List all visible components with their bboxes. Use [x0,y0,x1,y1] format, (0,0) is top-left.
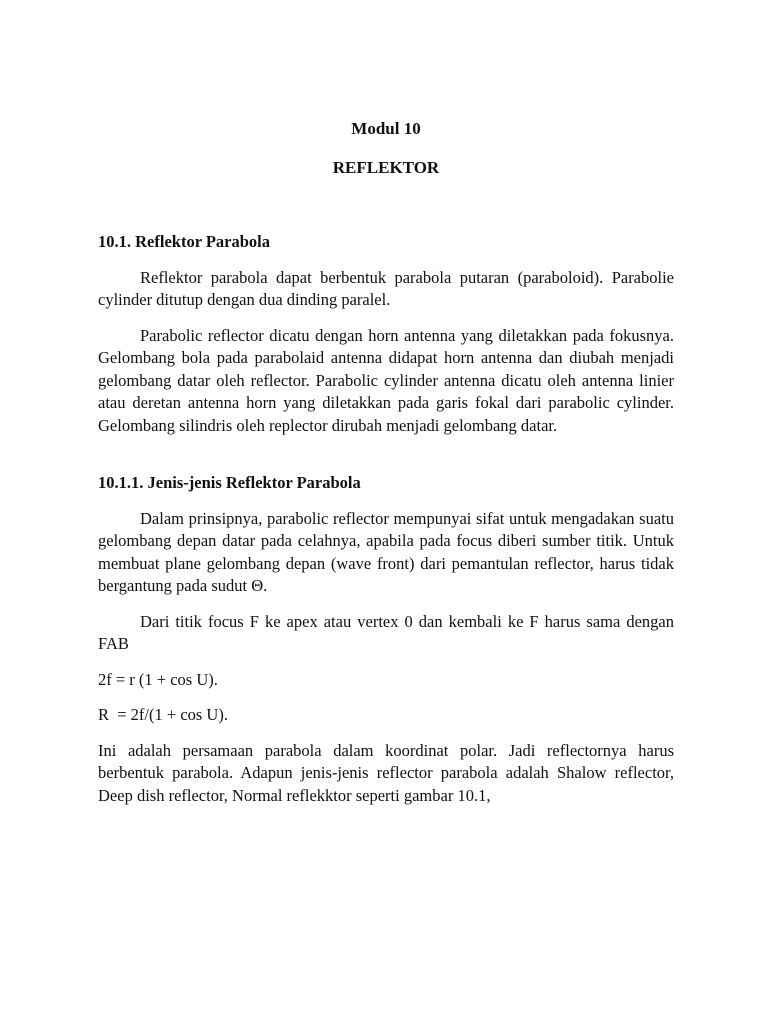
chapter-title: REFLEKTOR [332,157,440,177]
paragraph: Dalam prinsipnya, parabolic reflector mempunyai sifat untuk mengadakan suatu gelombang depan datar pada celahnya, apabila pada focus diberi sumber titik. Untuk membuat plane gelombang depan (wave front) dari pemantulan reflector, harus tidak bergantung pada sudut Θ. [98,508,674,595]
module-title: Modul 10 [351,119,421,138]
paragraph: Dari titik focus F ke apex atau vertex 0 dan kembali ke F harus sama dengan FAB [98,611,674,653]
section-heading-10-1: 10.1. Reflektor Parabola [98,232,271,251]
formula: R = 2f/(1 + cos U). [98,705,228,724]
section-heading-10-1-1: 10.1.1. Jenis-jenis Reflektor Parabola [98,473,361,492]
paragraph: Reflektor parabola dapat berbentuk parabola putaran (paraboloid). Parabolie cylinder ditutup dengan dua dinding paralel. [98,267,674,309]
paragraph: Ini adalah persamaan parabola dalam koordinat polar. Jadi reflectornya harus berbentuk parabola. Adapun jenis-jenis reflector parabola adalah Shalow reflector, Deep dish reflector, Normal reflekktor seperti gambar 10.1, [98,740,674,805]
formula: 2f = r (1 + cos U). [98,669,218,689]
paragraph: Parabolic reflector dicatu dengan horn antenna yang diletakkan pada fokusnya. Gelombang bola pada parabolaid antenna didapat horn antenna dan diubah menjadi gelombang datar oleh reflector. Parabolic cylinder antenna dicatu oleh antenna linier atau deretan antenna horn yang diletakkan pada garis fokal dari parabolic cylinder. Gelombang silindris oleh replector dirubah menjadi gelombang datar. [98,325,674,435]
